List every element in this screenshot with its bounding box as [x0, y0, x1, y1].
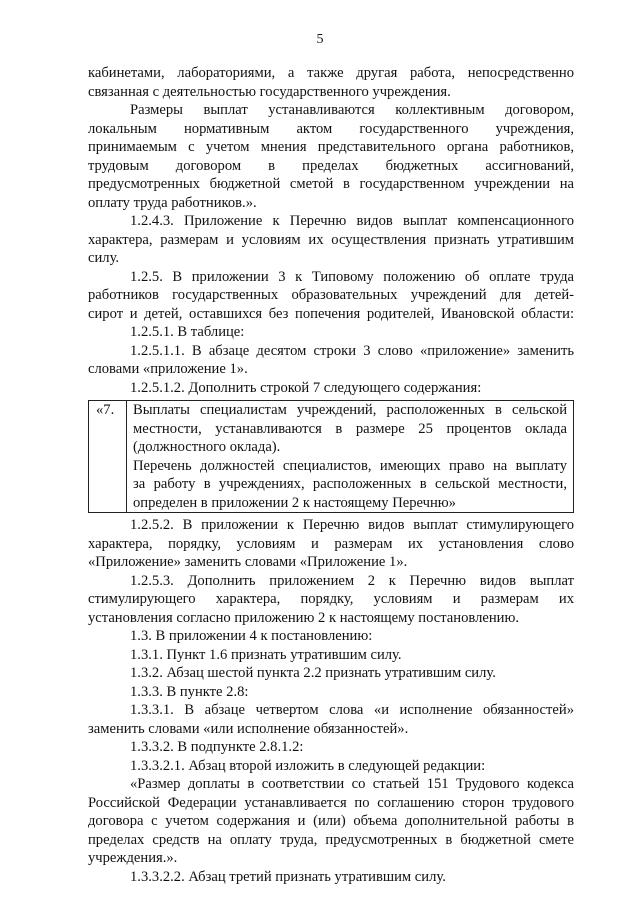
- page-number: 5: [316, 32, 324, 47]
- text-line: принимаемым с учетом мнения представительного органа работников,: [88, 139, 574, 155]
- text-line: сирот и детей, оставшихся без попечения родителей, Ивановской области:: [88, 305, 574, 322]
- text-line: характера, размерам и условиям их осуществления признать утратившим: [88, 231, 574, 248]
- paragraph: [88, 323, 574, 342]
- paragraph: [88, 212, 574, 268]
- text-line: пределах средств на оплату труда, предусмотренных в бюджетной смете: [88, 831, 574, 848]
- paragraph: [88, 664, 574, 683]
- paragraph: [88, 572, 574, 628]
- table-row-text: [127, 401, 573, 512]
- paragraph: [88, 757, 574, 776]
- paragraph: [88, 101, 574, 212]
- text-line: 1.2.5.3. Дополнить приложением 2 к Перечню видов выплат: [130, 572, 574, 589]
- text-line: 1.2.5.1. В таблице:: [130, 324, 245, 340]
- text-line: «Приложение» заменить словами «Приложение 1».: [88, 554, 408, 570]
- text-line: 1.3.3.2. В подпункте 2.8.1.2:: [130, 739, 304, 755]
- text-line: 1.3.1. Пункт 1.6 признать утратившим силу.: [130, 646, 402, 663]
- text-line: (должностного оклада).: [133, 439, 281, 455]
- paragraph: [88, 868, 574, 887]
- text-line: договора с учетом содержания и (или) объема дополнительной работы в: [88, 813, 574, 829]
- text-line: за работу в учреждениях, расположенных в сельской местности,: [133, 476, 567, 492]
- text-line: связанная с деятельностью государственного учреждения.: [88, 83, 451, 100]
- text-line: Выплаты специалистам учреждений, расположенных в сельской: [133, 402, 567, 418]
- text-line: местности, устанавливаются в размере 25 процентов оклада: [133, 420, 567, 437]
- paragraph: [88, 627, 574, 646]
- text-line: 1.3.2. Абзац шестой пункта 2.2 признать утратившим силу.: [130, 665, 496, 681]
- text-line: установления согласно приложению 2 к настоящему постановлению.: [88, 609, 520, 626]
- text-line: кабинетами, лабораториями, а также другая работа, непосредственно: [88, 65, 574, 81]
- paragraph: [88, 379, 574, 398]
- text-line: 1.2.5. В приложении 3 к Типовому положению об оплате труда: [130, 268, 574, 285]
- text-line: характера, порядку, условиям и размерам их установления слово: [88, 535, 574, 552]
- text-line: Размеры выплат устанавливаются коллективным договором,: [130, 102, 574, 118]
- text-line: 1.3. В приложении 4 к постановлению:: [130, 628, 373, 644]
- text-line: 1.3.3.1. В абзаце четвертом слова «и исполнение обязанностей»: [130, 702, 574, 718]
- text-line: работников государственных образовательных учреждений для детей-: [88, 287, 574, 303]
- text-line: учреждения.».: [88, 850, 178, 866]
- paragraph: [88, 342, 574, 379]
- paragraph: [88, 268, 574, 324]
- paragraph: [88, 701, 574, 738]
- text-line: 1.3.3. В пункте 2.8:: [130, 683, 249, 700]
- text-line: 1.2.4.3. Приложение к Перечню видов выплат компенсационного: [130, 213, 574, 229]
- paragraph: [88, 64, 574, 101]
- text-line: стимулирующего характера, порядку, условиям и размерам их: [88, 591, 574, 607]
- text-line: локальным нормативным актом государственного учреждения,: [88, 120, 574, 137]
- text-line: 1.3.3.2.2. Абзац третий признать утратившим силу.: [130, 868, 446, 885]
- insert-table: [88, 400, 574, 513]
- text-line: Российской Федерации устанавливается по соглашению сторон трудового: [88, 794, 574, 811]
- text-line: заменить словами «или исполнение обязанностей».: [88, 720, 409, 737]
- text-line: силу.: [88, 250, 120, 266]
- paragraph: [88, 775, 574, 868]
- text-line: определен в приложении 2 к настоящему Перечню»: [133, 494, 456, 511]
- text-line: 1.2.5.1.2. Дополнить строкой 7 следующего содержания:: [130, 379, 482, 396]
- text-line: «Размер доплаты в соответствии со статьей 151 Трудового кодекса: [130, 776, 574, 792]
- paragraph: [88, 683, 574, 702]
- paragraph: [88, 646, 574, 665]
- text-line: 1.3.3.2.1. Абзац второй изложить в следующей редакции:: [130, 757, 486, 774]
- text-line: 1.2.5.2. В приложении к Перечню видов выплат стимулирующего: [130, 517, 574, 533]
- table-row-number: «7.: [89, 401, 127, 512]
- text-line: словами «приложение 1».: [88, 361, 248, 377]
- paragraph: [88, 738, 574, 757]
- text-line: оплату труда работников.».: [88, 194, 257, 211]
- document-body: [88, 64, 574, 886]
- text-line: Перечень должностей специалистов, имеющих право на выплату: [133, 457, 567, 474]
- paragraph: [88, 516, 574, 572]
- text-line: трудовым договором в пределах бюджетных ассигнований,: [88, 157, 574, 174]
- text-line: 1.2.5.1.1. В абзаце десятом строки 3 слово «приложение» заменить: [130, 342, 574, 359]
- text-line: предусмотренных бюджетной сметой в государственном учреждении на: [88, 176, 574, 192]
